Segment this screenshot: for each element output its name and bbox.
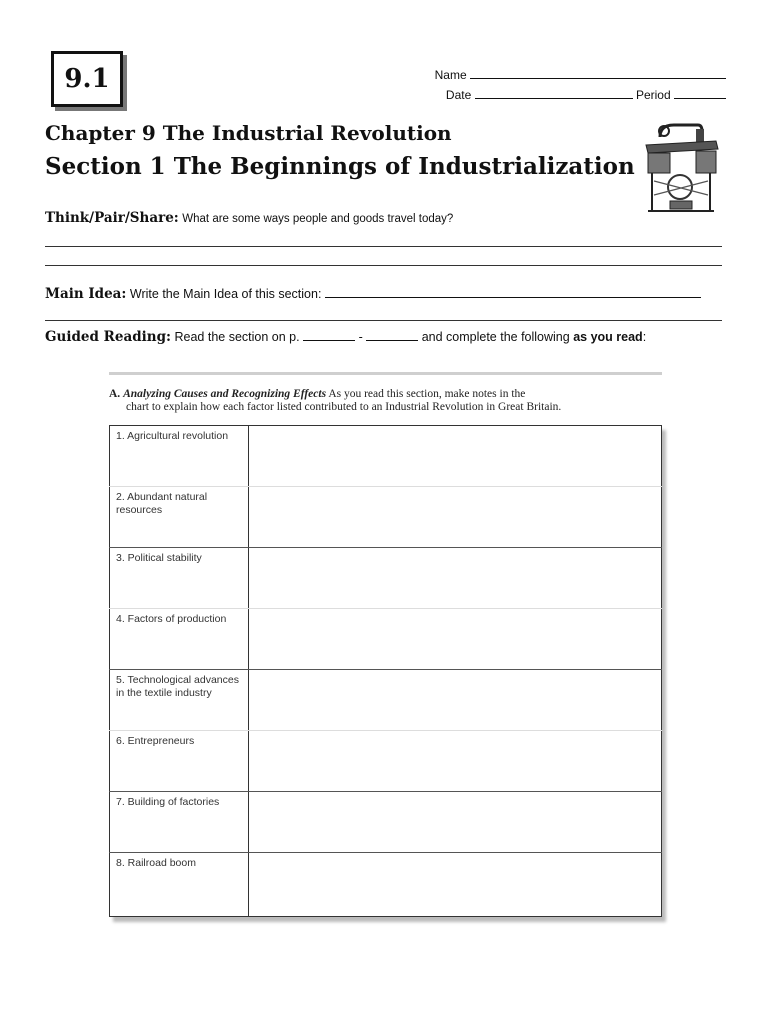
chart-row-label: 2. Abundant natural resources — [110, 487, 249, 548]
guided-reading-colon: : — [642, 330, 647, 344]
chart-answer-cell[interactable] — [249, 426, 662, 487]
chart-answer-cell[interactable] — [249, 792, 662, 853]
answer-line-2[interactable] — [45, 265, 722, 266]
name-field[interactable] — [470, 66, 726, 79]
chart-instruction-line1: As you read this section, make notes in the — [328, 388, 526, 400]
page-dash: - — [358, 330, 363, 344]
guided-reading-emphasis: as you read — [573, 330, 643, 344]
section-number: 9.1 — [64, 64, 110, 94]
section-number-badge — [51, 51, 123, 107]
period-label: Period — [635, 88, 671, 102]
chart-row-label: 1. Agricultural revolution — [110, 426, 249, 487]
chart-answer-cell[interactable] — [249, 731, 662, 792]
chart-row-label: 3. Political stability — [110, 548, 249, 609]
guided-reading-label: Guided Reading: — [45, 329, 172, 345]
answer-line-1[interactable] — [45, 246, 722, 247]
chart-answer-cell[interactable] — [249, 548, 662, 609]
causes-effects-chart — [109, 425, 662, 917]
chart-answer-cell[interactable] — [249, 853, 662, 917]
chart-instructions — [109, 388, 659, 414]
main-idea-line-2[interactable] — [45, 320, 722, 321]
think-pair-share-prompt — [45, 210, 453, 226]
chart-answer-cell[interactable] — [249, 670, 662, 731]
guided-reading-prompt — [45, 328, 646, 345]
chart-answer-cell[interactable] — [249, 487, 662, 548]
main-idea-label: Main Idea: — [45, 286, 127, 302]
chart-row-label: 4. Factors of production — [110, 609, 249, 670]
section-title: Section 1 The Beginnings of Industrialization — [45, 153, 635, 180]
main-idea-prompt — [45, 285, 701, 302]
chart-skill: Analyzing Causes and Recognizing Effects — [123, 388, 327, 400]
chart-instruction-line2: chart to explain how each factor listed contributed to an Industrial Revolution in Great Britain. — [126, 401, 562, 413]
student-info — [435, 65, 726, 105]
name-row — [435, 65, 726, 85]
main-idea-instruction: Write the Main Idea of this section: — [129, 287, 322, 301]
think-pair-share-question: What are some ways people and goods travel today? — [182, 213, 454, 225]
date-label: Date — [445, 88, 472, 102]
chart-row-label: 6. Entrepreneurs — [110, 731, 249, 792]
chapter-title: Chapter 9 The Industrial Revolution — [45, 121, 452, 145]
chart-letter: A. — [109, 388, 121, 400]
chart-row-label: 8. Railroad boom — [110, 853, 249, 917]
think-pair-share-label: Think/Pair/Share: — [45, 210, 179, 226]
chart-row-label: 5. Technological advances in the textile industry — [110, 670, 249, 731]
chart-row-label: 7. Building of factories — [110, 792, 249, 853]
name-label: Name — [434, 68, 467, 82]
guided-reading-text-after: and complete the following — [421, 330, 570, 344]
page-end-field[interactable] — [366, 328, 418, 341]
date-period-row — [435, 85, 726, 105]
chart-answer-cell[interactable] — [249, 609, 662, 670]
main-idea-field[interactable] — [325, 285, 701, 298]
chart-top-bar — [109, 372, 662, 375]
sewing-machine-illustration — [640, 115, 720, 215]
period-field[interactable] — [674, 86, 726, 99]
guided-reading-text-before: Read the section on p. — [174, 330, 300, 344]
page-start-field[interactable] — [303, 328, 355, 341]
date-field[interactable] — [475, 86, 633, 99]
